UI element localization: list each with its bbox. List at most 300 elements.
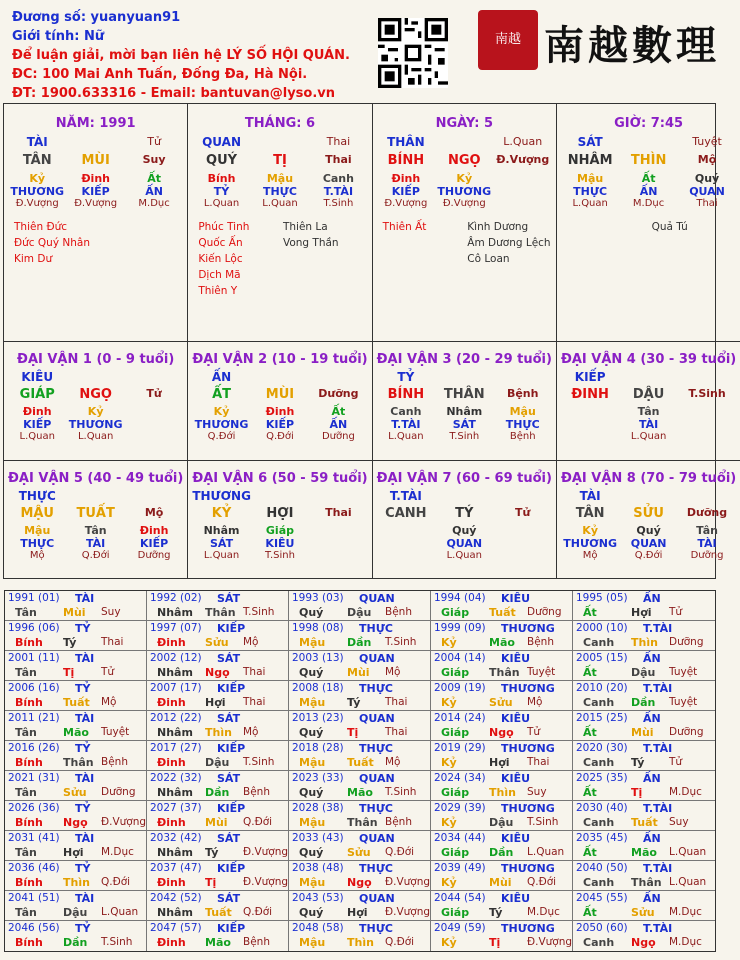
year-star: QUAN bbox=[359, 772, 395, 785]
year-star: SÁT bbox=[217, 592, 241, 605]
year-star: SÁT bbox=[217, 652, 241, 665]
dai-van-star: KIÊU bbox=[21, 370, 54, 384]
year-cell[interactable] bbox=[289, 651, 431, 681]
address: ĐC: 100 Mai Anh Tuấn, Đống Đa, Hà Nội. bbox=[12, 67, 308, 82]
dai-van-star: THƯƠNG bbox=[192, 489, 251, 503]
dai-van-cell[interactable] bbox=[557, 342, 740, 461]
hidden-star: ẤN bbox=[145, 185, 163, 198]
hidden-stage: L.Quan bbox=[19, 431, 55, 442]
year-cell[interactable] bbox=[573, 801, 715, 831]
year-cell[interactable] bbox=[289, 891, 431, 921]
year-cell[interactable] bbox=[573, 921, 715, 951]
chart-grid bbox=[3, 103, 737, 579]
year-label: 2034 (44) bbox=[434, 832, 486, 844]
year-cell[interactable] bbox=[289, 771, 431, 801]
year-stage: Thai bbox=[527, 756, 550, 768]
year-chi: Sửu bbox=[489, 696, 513, 709]
year-label: 2005 (15) bbox=[576, 652, 628, 664]
year-cell[interactable] bbox=[147, 801, 289, 831]
year-cell[interactable] bbox=[5, 891, 147, 921]
year-star: KIẾP bbox=[217, 802, 246, 815]
year-label: 2014 (24) bbox=[434, 712, 486, 724]
year-cell[interactable] bbox=[431, 771, 573, 801]
year-can: Đinh bbox=[157, 876, 186, 889]
dai-van-stage-row bbox=[561, 550, 736, 561]
dai-van-chi: NGỌ bbox=[79, 387, 112, 402]
hidden-star: ẤN bbox=[639, 185, 658, 198]
year-can: Quý bbox=[299, 726, 324, 739]
hidden-stage bbox=[678, 431, 736, 442]
year-chi: Tị bbox=[631, 786, 643, 799]
header-info bbox=[12, 8, 350, 103]
year-stage: Suy bbox=[669, 816, 689, 828]
year-chi: Tý bbox=[205, 846, 219, 859]
year-star: TÀI bbox=[75, 832, 95, 845]
year-chi: Ngọ bbox=[489, 726, 514, 739]
year-label: 2007 (17) bbox=[150, 682, 202, 694]
year-chi: Dậu bbox=[489, 816, 514, 829]
year-chi: Sửu bbox=[205, 636, 229, 649]
year-cell[interactable] bbox=[147, 741, 289, 771]
hidden-stage: M.Dục bbox=[138, 198, 170, 209]
year-cell[interactable] bbox=[147, 921, 289, 951]
year-cell[interactable] bbox=[289, 861, 431, 891]
year-star: KIẾP bbox=[217, 922, 246, 935]
dai-van-hidden-row bbox=[377, 405, 552, 418]
year-stage: Thai bbox=[101, 636, 124, 648]
year-cell[interactable] bbox=[573, 891, 715, 921]
phone-email[interactable]: ĐT: 1900.633316 - Email: bantuvan@lyso.vn bbox=[12, 86, 336, 101]
year-cell[interactable] bbox=[5, 711, 147, 741]
year-stage: Mộ bbox=[527, 696, 543, 708]
hidden-star: THƯƠNG bbox=[437, 185, 492, 198]
hidden-stem: Quý bbox=[452, 524, 477, 537]
shen-sha-col bbox=[283, 219, 368, 299]
dai-van-title: ĐẠI VẬN 4 (30 - 39 tuổi) bbox=[560, 352, 737, 367]
year-star: TÀI bbox=[75, 772, 95, 785]
pillar-cell[interactable] bbox=[373, 104, 557, 342]
hidden-star: THƯƠNG bbox=[10, 185, 65, 198]
year-stage: T.Sinh bbox=[243, 756, 275, 768]
hidden-stem: Kỷ bbox=[582, 524, 598, 537]
year-stage: Q.Đới bbox=[243, 906, 273, 918]
shen-sha-item: Quả Tú bbox=[651, 221, 688, 233]
hidden-stage: L.Quan bbox=[630, 431, 667, 442]
year-can: Ất bbox=[583, 606, 597, 619]
pillar-star: QUAN bbox=[202, 135, 241, 149]
hidden-star bbox=[678, 418, 736, 431]
hidden-stem-row bbox=[561, 172, 736, 185]
year-can: Canh bbox=[583, 936, 615, 949]
year-cell[interactable] bbox=[573, 711, 715, 741]
year-cell[interactable] bbox=[5, 831, 147, 861]
year-chi: Mão bbox=[489, 636, 515, 649]
dai-van-cell[interactable] bbox=[373, 342, 557, 461]
hidden-stem bbox=[494, 172, 552, 185]
year-cell[interactable] bbox=[431, 891, 573, 921]
year-cell[interactable] bbox=[289, 621, 431, 651]
dai-van-can-chi-row bbox=[8, 506, 183, 521]
hidden-stage bbox=[494, 198, 552, 209]
year-label: 1994 (04) bbox=[434, 592, 486, 604]
shen-sha-col bbox=[467, 219, 552, 267]
year-label: 2030 (40) bbox=[576, 802, 628, 814]
hidden-stem: Tân bbox=[637, 405, 660, 418]
year-stage: M.Dục bbox=[527, 906, 560, 918]
dai-van-hidden-star-row bbox=[8, 537, 183, 550]
year-chi: Ngọ bbox=[63, 816, 88, 829]
hidden-star: KIẾP bbox=[81, 185, 110, 198]
year-star: TÀI bbox=[75, 712, 95, 725]
hidden-star: TÀI bbox=[86, 537, 106, 550]
year-cell[interactable] bbox=[5, 861, 147, 891]
hidden-stem: Bính bbox=[207, 172, 236, 185]
year-chi: Thìn bbox=[205, 726, 232, 739]
dai-van-stage: Thai bbox=[325, 506, 352, 519]
dai-van-star: THỰC bbox=[18, 489, 56, 503]
dai-van-title: ĐẠI VẬN 6 (50 - 59 tuổi) bbox=[192, 471, 368, 486]
year-stage: Suy bbox=[101, 606, 121, 618]
year-chi: Tuất bbox=[489, 606, 516, 619]
year-cell[interactable] bbox=[147, 621, 289, 651]
year-can: Ất bbox=[583, 726, 597, 739]
dai-van-stage: Dưỡng bbox=[686, 506, 728, 519]
owner-name: Đương số: yuanyuan91 bbox=[12, 10, 181, 25]
dai-van-cell[interactable] bbox=[4, 461, 188, 578]
hidden-stage: L.Quan bbox=[446, 550, 482, 561]
year-label: 2040 (50) bbox=[576, 862, 628, 874]
hidden-star: SÁT bbox=[452, 418, 476, 431]
pillar-star-row bbox=[377, 135, 552, 149]
pillar-star-row bbox=[561, 135, 736, 149]
year-can: Giáp bbox=[441, 846, 470, 859]
year-chi: Hợi bbox=[63, 846, 84, 859]
year-label: 2035 (45) bbox=[576, 832, 628, 844]
hidden-stem bbox=[678, 405, 736, 418]
dai-van-cell[interactable] bbox=[188, 461, 372, 578]
year-stage: Tử bbox=[527, 726, 541, 738]
year-cell[interactable] bbox=[147, 891, 289, 921]
year-stage: Tuyệt bbox=[669, 696, 698, 708]
dai-van-title: ĐẠI VẬN 1 (0 - 9 tuổi) bbox=[17, 352, 175, 367]
year-label: 1999 (09) bbox=[434, 622, 486, 634]
year-cell[interactable] bbox=[5, 681, 147, 711]
year-can: Nhâm bbox=[157, 906, 193, 919]
shen-sha-col bbox=[198, 219, 283, 299]
dai-van-hidden-star-row bbox=[8, 418, 183, 431]
year-cell[interactable] bbox=[5, 801, 147, 831]
year-can: Nhâm bbox=[157, 846, 193, 859]
year-cell[interactable] bbox=[431, 711, 573, 741]
year-chi: Mão bbox=[205, 936, 231, 949]
dai-van-hidden-star-row bbox=[377, 418, 552, 431]
year-star: THƯƠNG bbox=[501, 802, 555, 815]
year-label: 2001 (11) bbox=[8, 652, 60, 664]
year-stage: M.Dục bbox=[669, 936, 702, 948]
year-stage: Bệnh bbox=[527, 636, 554, 648]
year-cell[interactable] bbox=[289, 741, 431, 771]
year-chi: Dần bbox=[63, 936, 88, 949]
pillar-chi-stage: Thai bbox=[325, 153, 352, 166]
year-stage: Mộ bbox=[385, 666, 401, 678]
year-label: 2000 (10) bbox=[576, 622, 628, 634]
year-cell[interactable] bbox=[431, 591, 573, 621]
hidden-stage: Dưỡng bbox=[137, 550, 171, 561]
dai-van-hidden-row bbox=[8, 405, 183, 418]
pillar-title: NGÀY: 5 bbox=[435, 116, 493, 131]
hidden-stem: Đinh bbox=[22, 405, 52, 418]
dai-van-star-row bbox=[377, 370, 552, 384]
year-star: KIÊU bbox=[501, 712, 531, 725]
hidden-stem: Đinh bbox=[139, 524, 169, 537]
year-chi: Thìn bbox=[631, 636, 658, 649]
hidden-stem: Ất bbox=[147, 172, 161, 185]
year-cell[interactable] bbox=[573, 861, 715, 891]
year-can: Mậu bbox=[299, 636, 326, 649]
year-label: 2023 (33) bbox=[292, 772, 344, 784]
year-can: Nhâm bbox=[157, 606, 193, 619]
year-label: 2002 (12) bbox=[150, 652, 202, 664]
year-star: T.TÀI bbox=[643, 682, 673, 695]
year-label: 2050 (60) bbox=[576, 922, 628, 934]
shen-sha-item: Thiên Y bbox=[198, 285, 238, 297]
hidden-stage: Đ.Vượng bbox=[384, 198, 428, 209]
year-chi: Dậu bbox=[205, 756, 230, 769]
shen-sha-col bbox=[14, 219, 183, 267]
year-cell[interactable] bbox=[573, 771, 715, 801]
year-cell[interactable] bbox=[289, 711, 431, 741]
year-cell[interactable] bbox=[147, 591, 289, 621]
year-cell[interactable] bbox=[289, 801, 431, 831]
year-cell[interactable] bbox=[573, 591, 715, 621]
year-chi: Ngọ bbox=[347, 876, 372, 889]
dai-van-hidden-row bbox=[561, 405, 736, 418]
year-can: Giáp bbox=[441, 666, 470, 679]
pillar-title: THÁNG: 6 bbox=[244, 116, 316, 131]
year-stage: Thai bbox=[385, 696, 408, 708]
pillar-cell[interactable] bbox=[557, 104, 740, 342]
year-chi: Tuất bbox=[347, 756, 374, 769]
dai-van-cell[interactable] bbox=[557, 461, 740, 578]
year-stage: Q.Đới bbox=[385, 846, 415, 858]
dai-van-stage-row bbox=[192, 431, 367, 442]
year-cell[interactable] bbox=[573, 681, 715, 711]
pillar-chi: THÌN bbox=[630, 153, 667, 168]
gender: Giới tính: Nữ bbox=[12, 29, 105, 44]
hidden-stem bbox=[309, 524, 367, 537]
dai-van-title: ĐẠI VẬN 8 (70 - 79 tuổi) bbox=[560, 471, 737, 486]
pillar-title: NĂM: 1991 bbox=[55, 116, 136, 131]
year-cell[interactable] bbox=[289, 591, 431, 621]
dai-van-chi: SỬU bbox=[633, 506, 664, 521]
year-cell[interactable] bbox=[431, 861, 573, 891]
dai-van-cell[interactable] bbox=[4, 342, 188, 461]
year-star: ẤN bbox=[643, 652, 661, 665]
year-star: ẤN bbox=[643, 832, 661, 845]
year-label: 1991 (01) bbox=[8, 592, 60, 604]
year-cell[interactable] bbox=[5, 621, 147, 651]
year-label: 2019 (29) bbox=[434, 742, 486, 754]
year-can: Đinh bbox=[157, 816, 186, 829]
year-cell[interactable] bbox=[573, 651, 715, 681]
year-label: 1993 (03) bbox=[292, 592, 344, 604]
year-cell[interactable] bbox=[289, 921, 431, 951]
year-stage: M.Dục bbox=[669, 906, 702, 918]
dai-van-stage: Tử bbox=[515, 506, 531, 519]
year-stage: Đ.Vượng bbox=[243, 876, 289, 888]
pillar-cell[interactable] bbox=[188, 104, 372, 342]
year-chi: Thân bbox=[205, 606, 236, 619]
hidden-stem: Mậu bbox=[24, 524, 51, 537]
year-chi: Hợi bbox=[631, 606, 652, 619]
dai-van-chi: MÙI bbox=[265, 387, 295, 402]
hidden-stem bbox=[377, 524, 435, 537]
year-label: 2024 (34) bbox=[434, 772, 486, 784]
dai-van-stage: Mộ bbox=[144, 506, 164, 519]
year-label: 2044 (54) bbox=[434, 892, 486, 904]
hidden-stage: Dưỡng bbox=[321, 431, 355, 442]
year-star: SÁT bbox=[217, 832, 241, 845]
hidden-star: SÁT bbox=[209, 537, 234, 550]
hidden-stem: Kỷ bbox=[456, 172, 473, 185]
year-cell[interactable] bbox=[431, 741, 573, 771]
year-label: 2020 (30) bbox=[576, 742, 628, 754]
year-cell[interactable] bbox=[5, 651, 147, 681]
hidden-stem: Tân bbox=[84, 524, 107, 537]
year-label: 2032 (42) bbox=[150, 832, 202, 844]
year-star: TỶ bbox=[75, 682, 91, 695]
year-cell[interactable] bbox=[431, 621, 573, 651]
dai-van-cell[interactable] bbox=[188, 342, 372, 461]
hidden-stage: Mộ bbox=[582, 550, 598, 561]
year-star: TỶ bbox=[75, 922, 91, 935]
year-chi: Ngọ bbox=[205, 666, 230, 679]
year-chi: Mùi bbox=[347, 666, 370, 679]
year-stage: Dưỡng bbox=[669, 636, 704, 648]
dai-van-chi: DẬU bbox=[632, 387, 665, 402]
year-cell[interactable] bbox=[147, 711, 289, 741]
year-chi: Tị bbox=[63, 666, 75, 679]
year-star: TỶ bbox=[75, 742, 91, 755]
shen-sha-list bbox=[192, 219, 367, 299]
year-cell[interactable] bbox=[147, 861, 289, 891]
year-cell[interactable] bbox=[147, 831, 289, 861]
year-label: 2036 (46) bbox=[8, 862, 60, 874]
hidden-star bbox=[494, 185, 552, 198]
pillar-can: QUÝ bbox=[206, 153, 238, 168]
year-cell[interactable] bbox=[431, 681, 573, 711]
year-cell[interactable] bbox=[5, 771, 147, 801]
dai-van-chi: HỢI bbox=[266, 506, 294, 521]
year-star: T.TÀI bbox=[643, 862, 673, 875]
pillar-spacer bbox=[435, 135, 493, 149]
hidden-stage: L.Quan bbox=[203, 198, 240, 209]
hidden-star: KIẾP bbox=[139, 537, 169, 550]
year-star: T.TÀI bbox=[643, 922, 673, 935]
pillar-chi: MÙI bbox=[81, 153, 110, 168]
dai-van-hidden-row bbox=[192, 524, 367, 537]
year-star: SÁT bbox=[217, 712, 241, 725]
year-cell[interactable] bbox=[289, 681, 431, 711]
hidden-stem: Canh bbox=[390, 405, 422, 418]
year-label: 2016 (26) bbox=[8, 742, 60, 754]
pillar-stage: Tuyệt bbox=[692, 135, 722, 148]
dai-van-hidden-star-row bbox=[377, 537, 552, 550]
year-label: 2026 (36) bbox=[8, 802, 60, 814]
year-chi: Mùi bbox=[63, 606, 86, 619]
dai-van-stage-row bbox=[192, 550, 367, 561]
pillar-cell[interactable] bbox=[4, 104, 188, 342]
hidden-stage: L.Quan bbox=[388, 431, 424, 442]
year-star: THỰC bbox=[359, 922, 393, 935]
dai-van-star-row bbox=[377, 489, 552, 503]
dai-van-cell[interactable] bbox=[373, 461, 557, 578]
year-chi: Tý bbox=[631, 756, 645, 769]
shen-sha-item: Đức Quý Nhân bbox=[14, 237, 90, 249]
year-label: 2003 (13) bbox=[292, 652, 344, 664]
year-label: 2022 (32) bbox=[150, 772, 202, 784]
year-cell[interactable] bbox=[431, 831, 573, 861]
year-cell[interactable] bbox=[431, 921, 573, 951]
dai-van-stage-row bbox=[377, 550, 552, 561]
dai-van-can: KỶ bbox=[211, 506, 232, 521]
shen-sha-item: Kình Dương bbox=[467, 221, 529, 233]
dai-van-can-chi-row bbox=[561, 506, 736, 521]
year-chi: Dần bbox=[347, 636, 372, 649]
year-cell[interactable] bbox=[5, 591, 147, 621]
year-stage: L.Quan bbox=[669, 846, 707, 858]
year-star: THƯƠNG bbox=[501, 922, 555, 935]
hidden-star bbox=[494, 537, 552, 550]
year-chi: Dần bbox=[489, 846, 514, 859]
year-stage: Đ.Vượng bbox=[101, 816, 147, 828]
hidden-star: ẤN bbox=[329, 418, 348, 431]
year-chi: Hợi bbox=[205, 696, 226, 709]
year-cell[interactable] bbox=[573, 621, 715, 651]
year-cell[interactable] bbox=[147, 681, 289, 711]
pillar-star-row bbox=[192, 135, 367, 149]
year-cell[interactable] bbox=[573, 831, 715, 861]
dai-van-stage: Tử bbox=[146, 387, 162, 400]
year-stage: Q.Đới bbox=[101, 876, 131, 888]
dai-van-can: CANH bbox=[385, 506, 427, 521]
year-can: Quý bbox=[299, 666, 324, 679]
year-can: Kỷ bbox=[441, 696, 457, 709]
year-can: Bính bbox=[15, 636, 43, 649]
year-can: Mậu bbox=[299, 816, 326, 829]
qr-code-icon[interactable] bbox=[378, 18, 448, 88]
year-label: 2042 (52) bbox=[150, 892, 202, 904]
year-cell[interactable] bbox=[5, 921, 147, 951]
year-cell[interactable] bbox=[431, 651, 573, 681]
hidden-stem: Mậu bbox=[266, 172, 294, 185]
year-stage: T.Sinh bbox=[101, 936, 133, 948]
dai-van-stage-row bbox=[377, 431, 552, 442]
year-cell[interactable] bbox=[573, 741, 715, 771]
year-cell[interactable] bbox=[289, 831, 431, 861]
year-cell[interactable] bbox=[147, 771, 289, 801]
hidden-star-row bbox=[377, 185, 552, 198]
shen-sha-item: Thiên Ất bbox=[382, 221, 427, 233]
year-can: Canh bbox=[583, 816, 615, 829]
red-seal-stamp: 南越 bbox=[478, 10, 538, 70]
year-cell[interactable] bbox=[147, 651, 289, 681]
dai-van-star-row bbox=[8, 370, 183, 384]
year-cell[interactable] bbox=[5, 741, 147, 771]
hidden-star-row bbox=[561, 185, 736, 198]
dai-van-hidden-row bbox=[561, 524, 736, 537]
year-cell[interactable] bbox=[431, 801, 573, 831]
